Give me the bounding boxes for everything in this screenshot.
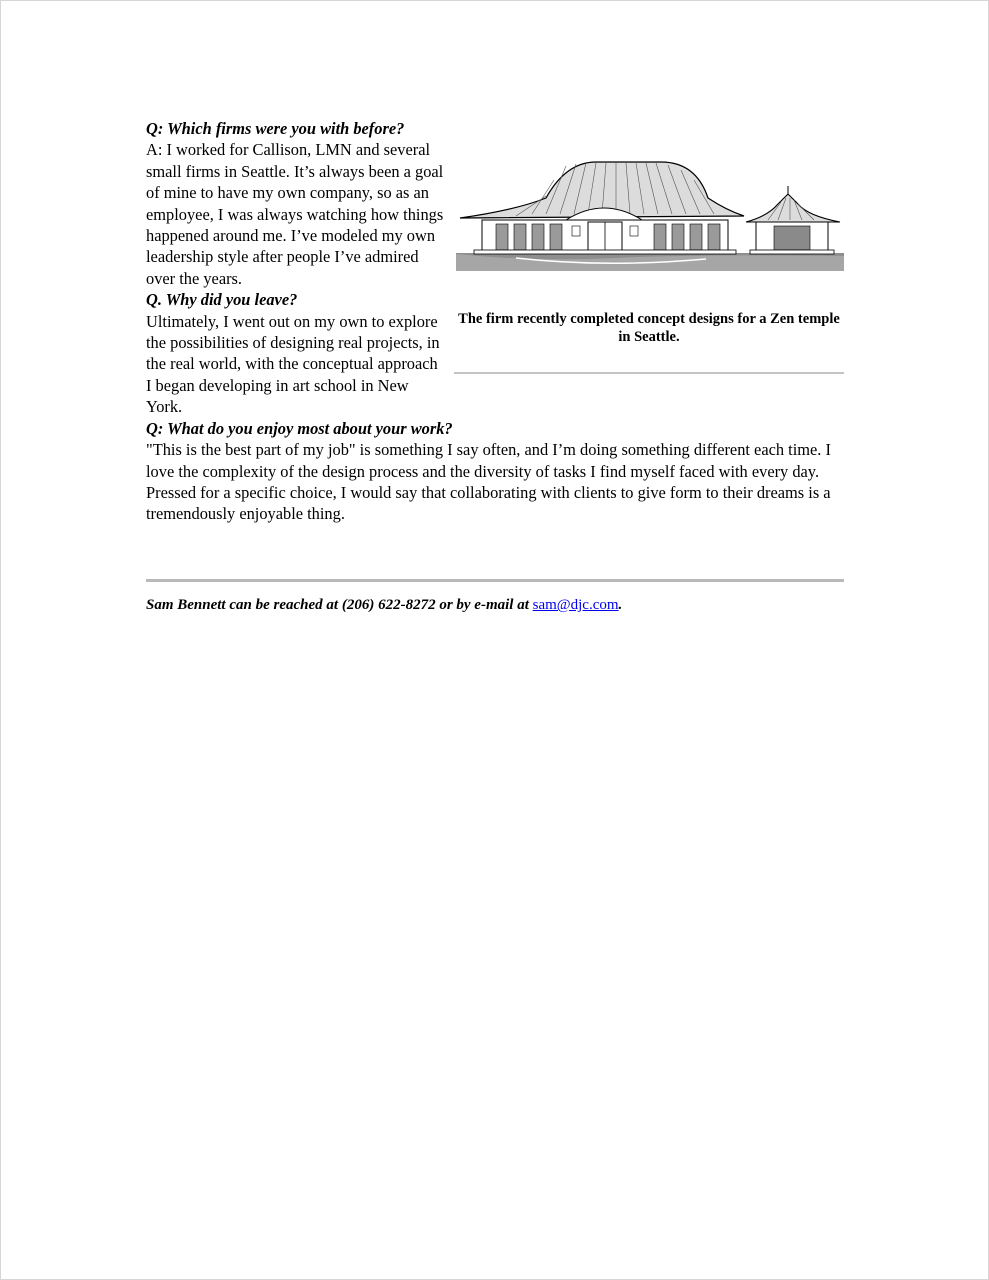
question-3: Q: What do you enjoy most about your work? — [146, 418, 453, 438]
zen-temple-illustration — [456, 158, 844, 273]
figure-divider — [454, 372, 844, 374]
question-2: Q. Why did you leave? — [146, 290, 298, 310]
interview-body — [146, 118, 844, 525]
answer-1: A: I worked for Callison, LMN and several small firms in Seattle. It’s always been a goal of mine to have my own company, so as an employee, I was always watching how things happened around me. I’ve modeled my own leadership style after people I’ve admired over the years. — [146, 140, 444, 288]
contact-end: . — [618, 597, 623, 613]
section-divider — [146, 579, 844, 582]
answer-3: "This is the best part of my job" is something I say often, and I’m doing something different each time. I love the complexity of the design process and the diversity of tasks I find myself faced with every day. Pressed for a specific choice, I would say that collaborating with clients to give form to their dreams is a tremendously enjoyable thing. — [146, 440, 831, 524]
figure-caption: The firm recently completed concept designs for a Zen temple in Seattle. — [458, 311, 840, 345]
contact-line — [146, 595, 844, 615]
question-1: Q: Which firms were you with before? — [146, 119, 405, 138]
email-link[interactable]: sam@djc.com — [532, 597, 619, 613]
contact-text: Sam Bennett can be reached at (206) 622-8272 or by e-mail at — [146, 597, 533, 613]
answer-2: Ultimately, I went out on my own to explore the possibilities of designing real projects, in the real world, with the conceptual approach I began developing in art school in New York. — [146, 311, 440, 417]
temple-figure — [454, 158, 844, 374]
